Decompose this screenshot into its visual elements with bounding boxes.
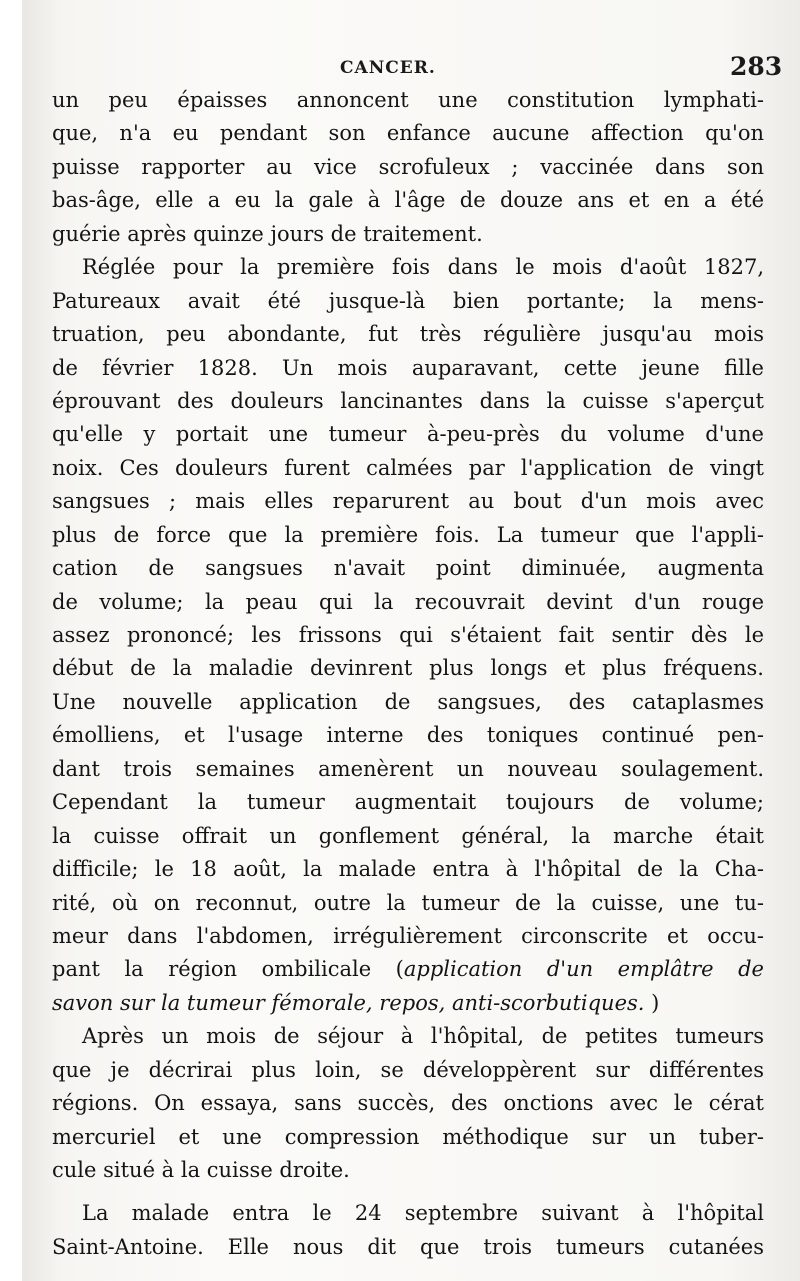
text-line: Après un mois de séjour à l'hôpital, de petites tumeurs (82, 1024, 764, 1049)
text-line: truation, peu abondante, fut très régulière jusqu'au mois (52, 322, 764, 347)
italic-segment: application d'un emplâtre de (403, 957, 764, 982)
text-line (52, 987, 764, 1020)
text-line: début de la maladie devinrent plus longs et plus fréquens. (52, 656, 764, 681)
text-line: Cependant la tumeur augmentait toujours de volume; (52, 790, 764, 815)
text-line: Une nouvelle application de sangsues, des cataplasmes (52, 689, 764, 714)
text-line: Réglée pour la première fois dans le mois d'août 1827, (82, 255, 764, 280)
text-line: cule situé à la cuisse droite. (52, 1158, 350, 1182)
text-line: dant trois semaines amenèrent un nouveau soulagement. (52, 756, 764, 781)
text-line: sangsues ; mais elles reparurent au bout d'un mois avec (52, 489, 764, 514)
text-line: meur dans l'abdomen, irrégulièrement circonscrite et occu- (52, 923, 764, 948)
closing-paren: ) (644, 990, 660, 1015)
text-line: qu'elle y portait une tumeur à-peu-près du volume d'une (52, 422, 764, 447)
italic-segment: savon sur la tumeur fémorale, repos, anti-scorbutiques. (52, 990, 645, 1015)
text-line: que je décrirai plus loin, se développèrent sur différentes (52, 1057, 764, 1082)
text-line: mercuriel et une compression méthodique sur un tuber- (52, 1124, 764, 1149)
text-line: La malade entra le 24 septembre suivant à l'hôpital (82, 1201, 764, 1226)
text-line: éprouvant des douleurs lancinantes dans la cuisse s'aperçut (52, 388, 764, 413)
text-line: que, n'a eu pendant son enfance aucune affection qu'on (52, 121, 764, 146)
text-line: bas-âge, elle a eu la gale à l'âge de douze ans et en a été (52, 188, 764, 213)
text-line: de février 1828. Un mois auparavant, cette jeune fille (52, 355, 764, 380)
text-line: noix. Ces douleurs furent calmées par l'application de vingt (52, 455, 764, 480)
text-line: régions. On essaya, sans succès, des onctions avec le cérat (52, 1091, 764, 1116)
text-line: puisse rapporter au vice scrofuleux ; vaccinée dans son (52, 154, 764, 179)
text-segment: pant la région ombilicale ( (52, 957, 404, 982)
running-title: CANCER. (340, 58, 436, 78)
text-line: assez prononcé; les frissons qui s'étaient fait sentir dès le (52, 623, 764, 647)
text-line (52, 953, 764, 986)
text-line: guérie après quinze jours de traitement. (52, 221, 483, 246)
text-line: Patureaux avait été jusque-là bien portante; la mens- (52, 288, 764, 313)
text-line: un peu épaisses annoncent une constitution lymphati- (52, 88, 764, 112)
page-number: 283 (730, 52, 783, 81)
text-line: cation de sangsues n'avait point diminuée, augmenta (52, 556, 764, 581)
text-line: Saint-Antoine. Elle nous dit que trois tumeurs cutanées (52, 1234, 764, 1259)
text-line: la cuisse offrait un gonflement général, la marche était (52, 823, 764, 848)
running-head (0, 52, 800, 82)
text-line: plus de force que la première fois. La tumeur que l'appli- (52, 522, 764, 547)
text-line: de volume; la peau qui la recouvrait devint d'un rouge (52, 589, 764, 614)
text-line: difficile; le 18 août, la malade entra à l'hôpital de la Cha- (52, 857, 764, 882)
text-line: émolliens, et l'usage interne des toniques continué pen- (52, 723, 764, 748)
text-line: rité, où on reconnut, outre la tumeur de la cuisse, une tu- (52, 890, 764, 915)
body-text (52, 84, 764, 1264)
